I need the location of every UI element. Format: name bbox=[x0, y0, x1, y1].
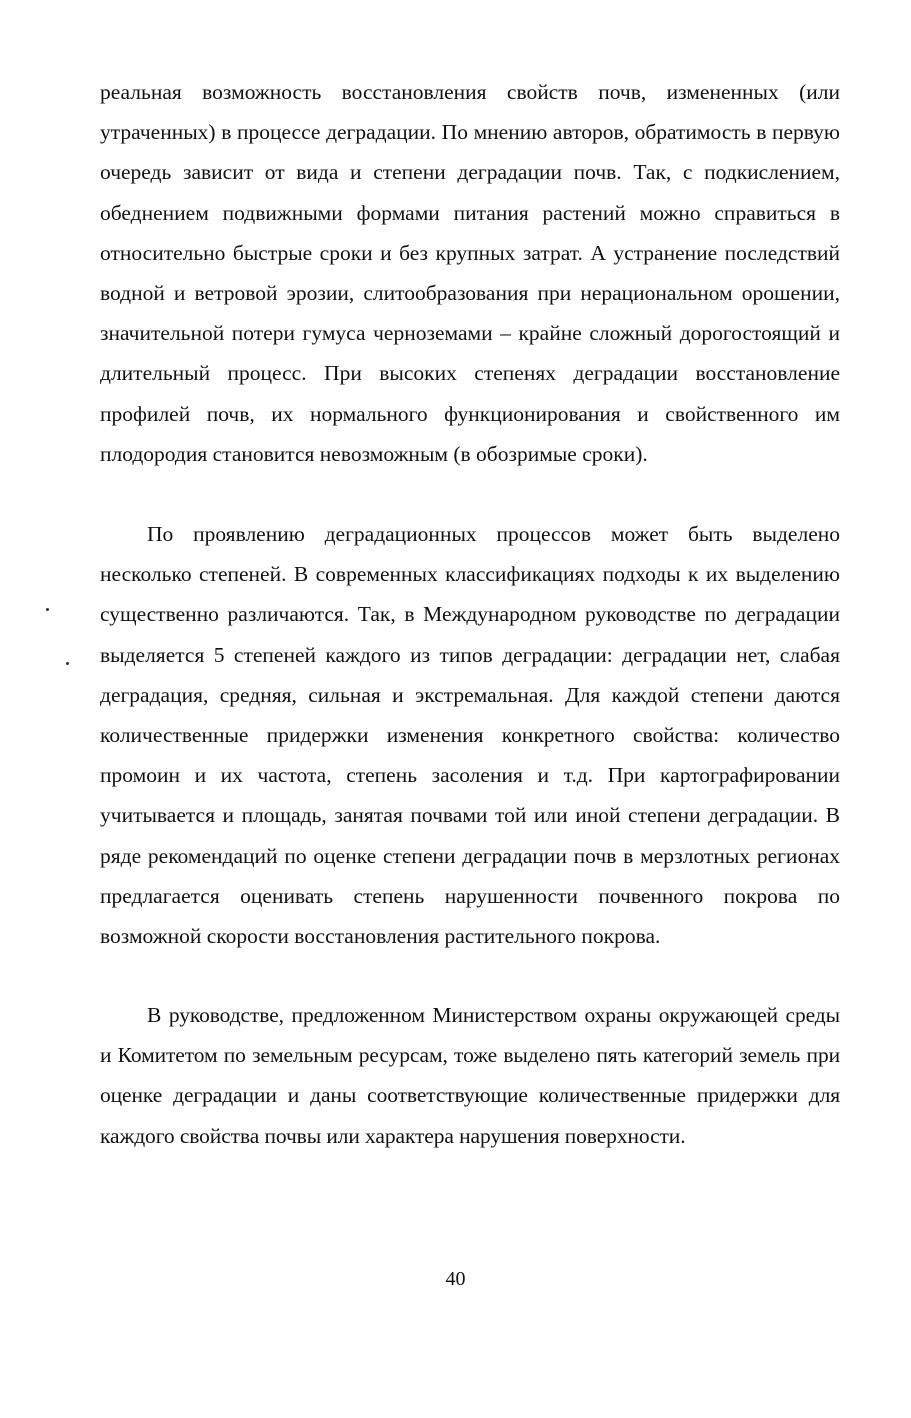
scan-speck bbox=[46, 608, 49, 611]
page-number: 40 bbox=[445, 1268, 466, 1290]
scan-speck bbox=[66, 662, 69, 665]
paragraph-2: По проявлению деградационных процессов может быть выделено несколько степеней. В современных классификациях подходы к их выделению существенно различаются. Так, в Международном руководстве по деградации выделяется 5 степеней каждого из типов деградации: деградации нет, слабая деградация, средняя, сильная и экстремальная. Для каждой степени даются количественные придержки изменения конкретного свойства: количество промоин и их частота, степень засоления и т.д. При картографировании учитывается и площадь, занятая почвами той или иной степени деградации. В ряде рекомендаций по оценке степени деградации почв в мерзлотных регионах предлагается оценивать степень нарушенности почвенного покрова по возможной скорости восстановления растительного покрова. bbox=[100, 522, 840, 949]
paragraph-1: реальная возможность восстановления свойств почв, измененных (или утраченных) в процессе деградации. По мнению авторов, обратимость в первую очередь зависит от вида и степени деградации почв. Так, с подкислением, обеднением подвижными формами питания растений можно справиться в относительно быстрые сроки и без крупных затрат. А устранение последствий водной и ветровой эрозии, слитообразования при нерациональном орошении, значительной потери гумуса черноземами – крайне сложный дорогостоящий и длительный процесс. При высоких степенях деградации восстановление профилей почв, их нормального функционирования и свойственного им плодородия становится невозможным (в обозримые сроки). bbox=[100, 80, 840, 466]
paragraph-3: В руководстве, предложенном Министерством охраны окружающей среды и Комитетом по земельным ресурсам, тоже выделено пять категорий земель при оценке деградации и даны соответствующие количественные придержки для каждого свойства почвы или характера нарушения поверхности. bbox=[100, 1003, 840, 1148]
